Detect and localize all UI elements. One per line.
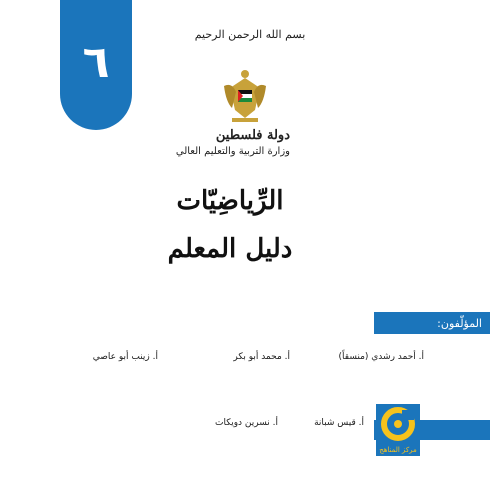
author-name: أ. زينب أبو عاصي	[92, 352, 158, 362]
book-title: الرِّياضِيّات	[176, 186, 284, 216]
ministry-name: وزارة التربية والتعليم العالي	[175, 146, 290, 157]
grade-number: ٦	[82, 36, 110, 88]
publisher-logo	[376, 404, 420, 456]
author-name: أ. نسرين دويكات	[215, 418, 278, 428]
state-name: دولة فلسطين	[215, 128, 290, 143]
book-subtitle: دليل المعلم	[167, 234, 293, 264]
authors-label: المؤلّفون:	[437, 316, 482, 330]
author-name: أ. محمد أبو بكر	[233, 352, 290, 362]
author-name: أ. أحمد رشدي (منسقاً)	[338, 352, 424, 362]
publisher-logo-icon	[376, 404, 420, 444]
author-name: أ. قيس شبانة	[314, 418, 364, 428]
authors-header	[374, 312, 490, 334]
publisher-logo-text: مركز المناهج	[379, 446, 417, 454]
emblem-icon	[222, 68, 268, 128]
grade-tab	[60, 0, 132, 130]
basmala: بسم الله الرحمن الرحيم	[194, 28, 306, 41]
